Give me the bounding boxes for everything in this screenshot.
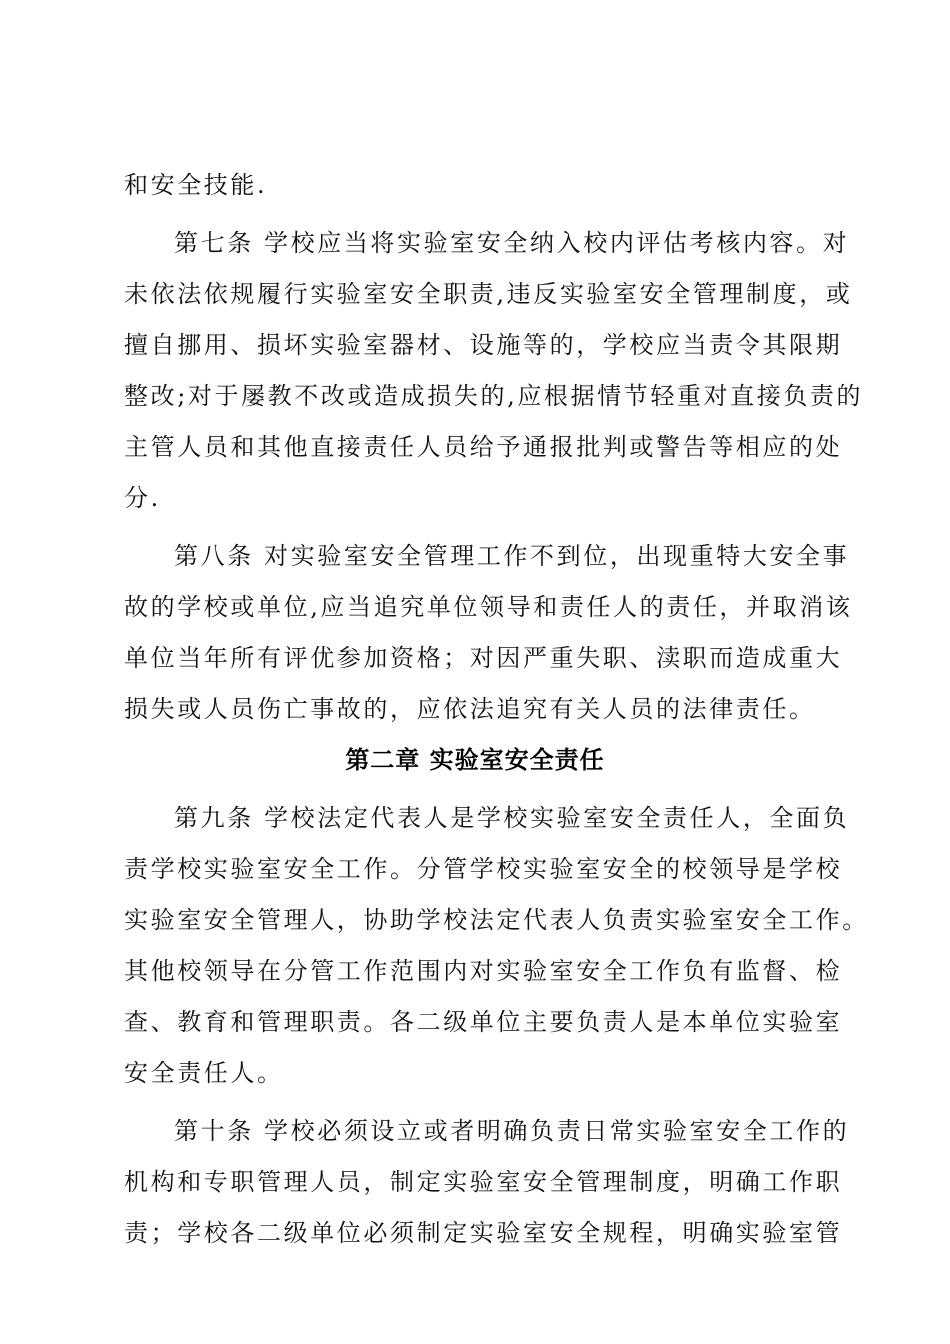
text-line: 查、教育和管理职责。各二级单位主要负责人是本单位实验室 [124, 1008, 843, 1036]
article-7-line: 第七条 学校应当将实验室安全纳入校内评估考核内容。对 [174, 229, 850, 257]
text-line: 安全责任人。 [124, 1059, 284, 1087]
text-line: 分. [124, 484, 161, 512]
text-line: 主管人员和其他直接责任人员给予通报批判或警告等相应的处 [124, 433, 843, 461]
text-line: 机构和专职管理人员，制定实验室安全管理制度，明确工作职 [124, 1168, 843, 1196]
text-line: 故的学校或单位,应当追究单位领导和责任人的责任，并取消该 [124, 593, 853, 621]
text-line: 擅自挪用、损坏实验室器材、设施等的，学校应当责令其限期 [124, 331, 843, 359]
text-line: 其他校领导在分管工作范围内对实验室安全工作负有监督、检 [124, 957, 843, 985]
article-8-line: 第八条 对实验室安全管理工作不到位，出现重特大安全事 [174, 542, 850, 570]
article-9-line: 第九条 学校法定代表人是学校实验室安全责任人，全面负 [174, 804, 850, 832]
text-line: 责学校实验室安全工作。分管学校实验室安全的校领导是学校 [124, 855, 843, 883]
text-line: 损失或人员伤亡事故的，应依法追究有关人员的法律责任。 [124, 695, 816, 723]
text-line: 和安全技能. [124, 171, 268, 199]
article-10-line: 第十条 学校必须设立或者明确负责日常实验室安全工作的 [174, 1117, 850, 1145]
text-line: 实验室安全管理人，协助学校法定代表人负责实验室安全工作。 [124, 906, 869, 934]
text-line: 单位当年所有评优参加资格；对因严重失职、渎职而造成重大 [124, 644, 843, 672]
text-line: 责；学校各二级单位必须制定实验室安全规程，明确实验室管 [124, 1219, 843, 1247]
text-line: 整改;对于屡教不改或造成损失的,应根据情节轻重对直接负责的 [124, 382, 864, 410]
text-line: 未依法依规履行实验室安全职责,违反实验室安全管理制度，或 [124, 280, 853, 308]
chapter-heading: 第二章 实验室安全责任 [345, 746, 605, 774]
